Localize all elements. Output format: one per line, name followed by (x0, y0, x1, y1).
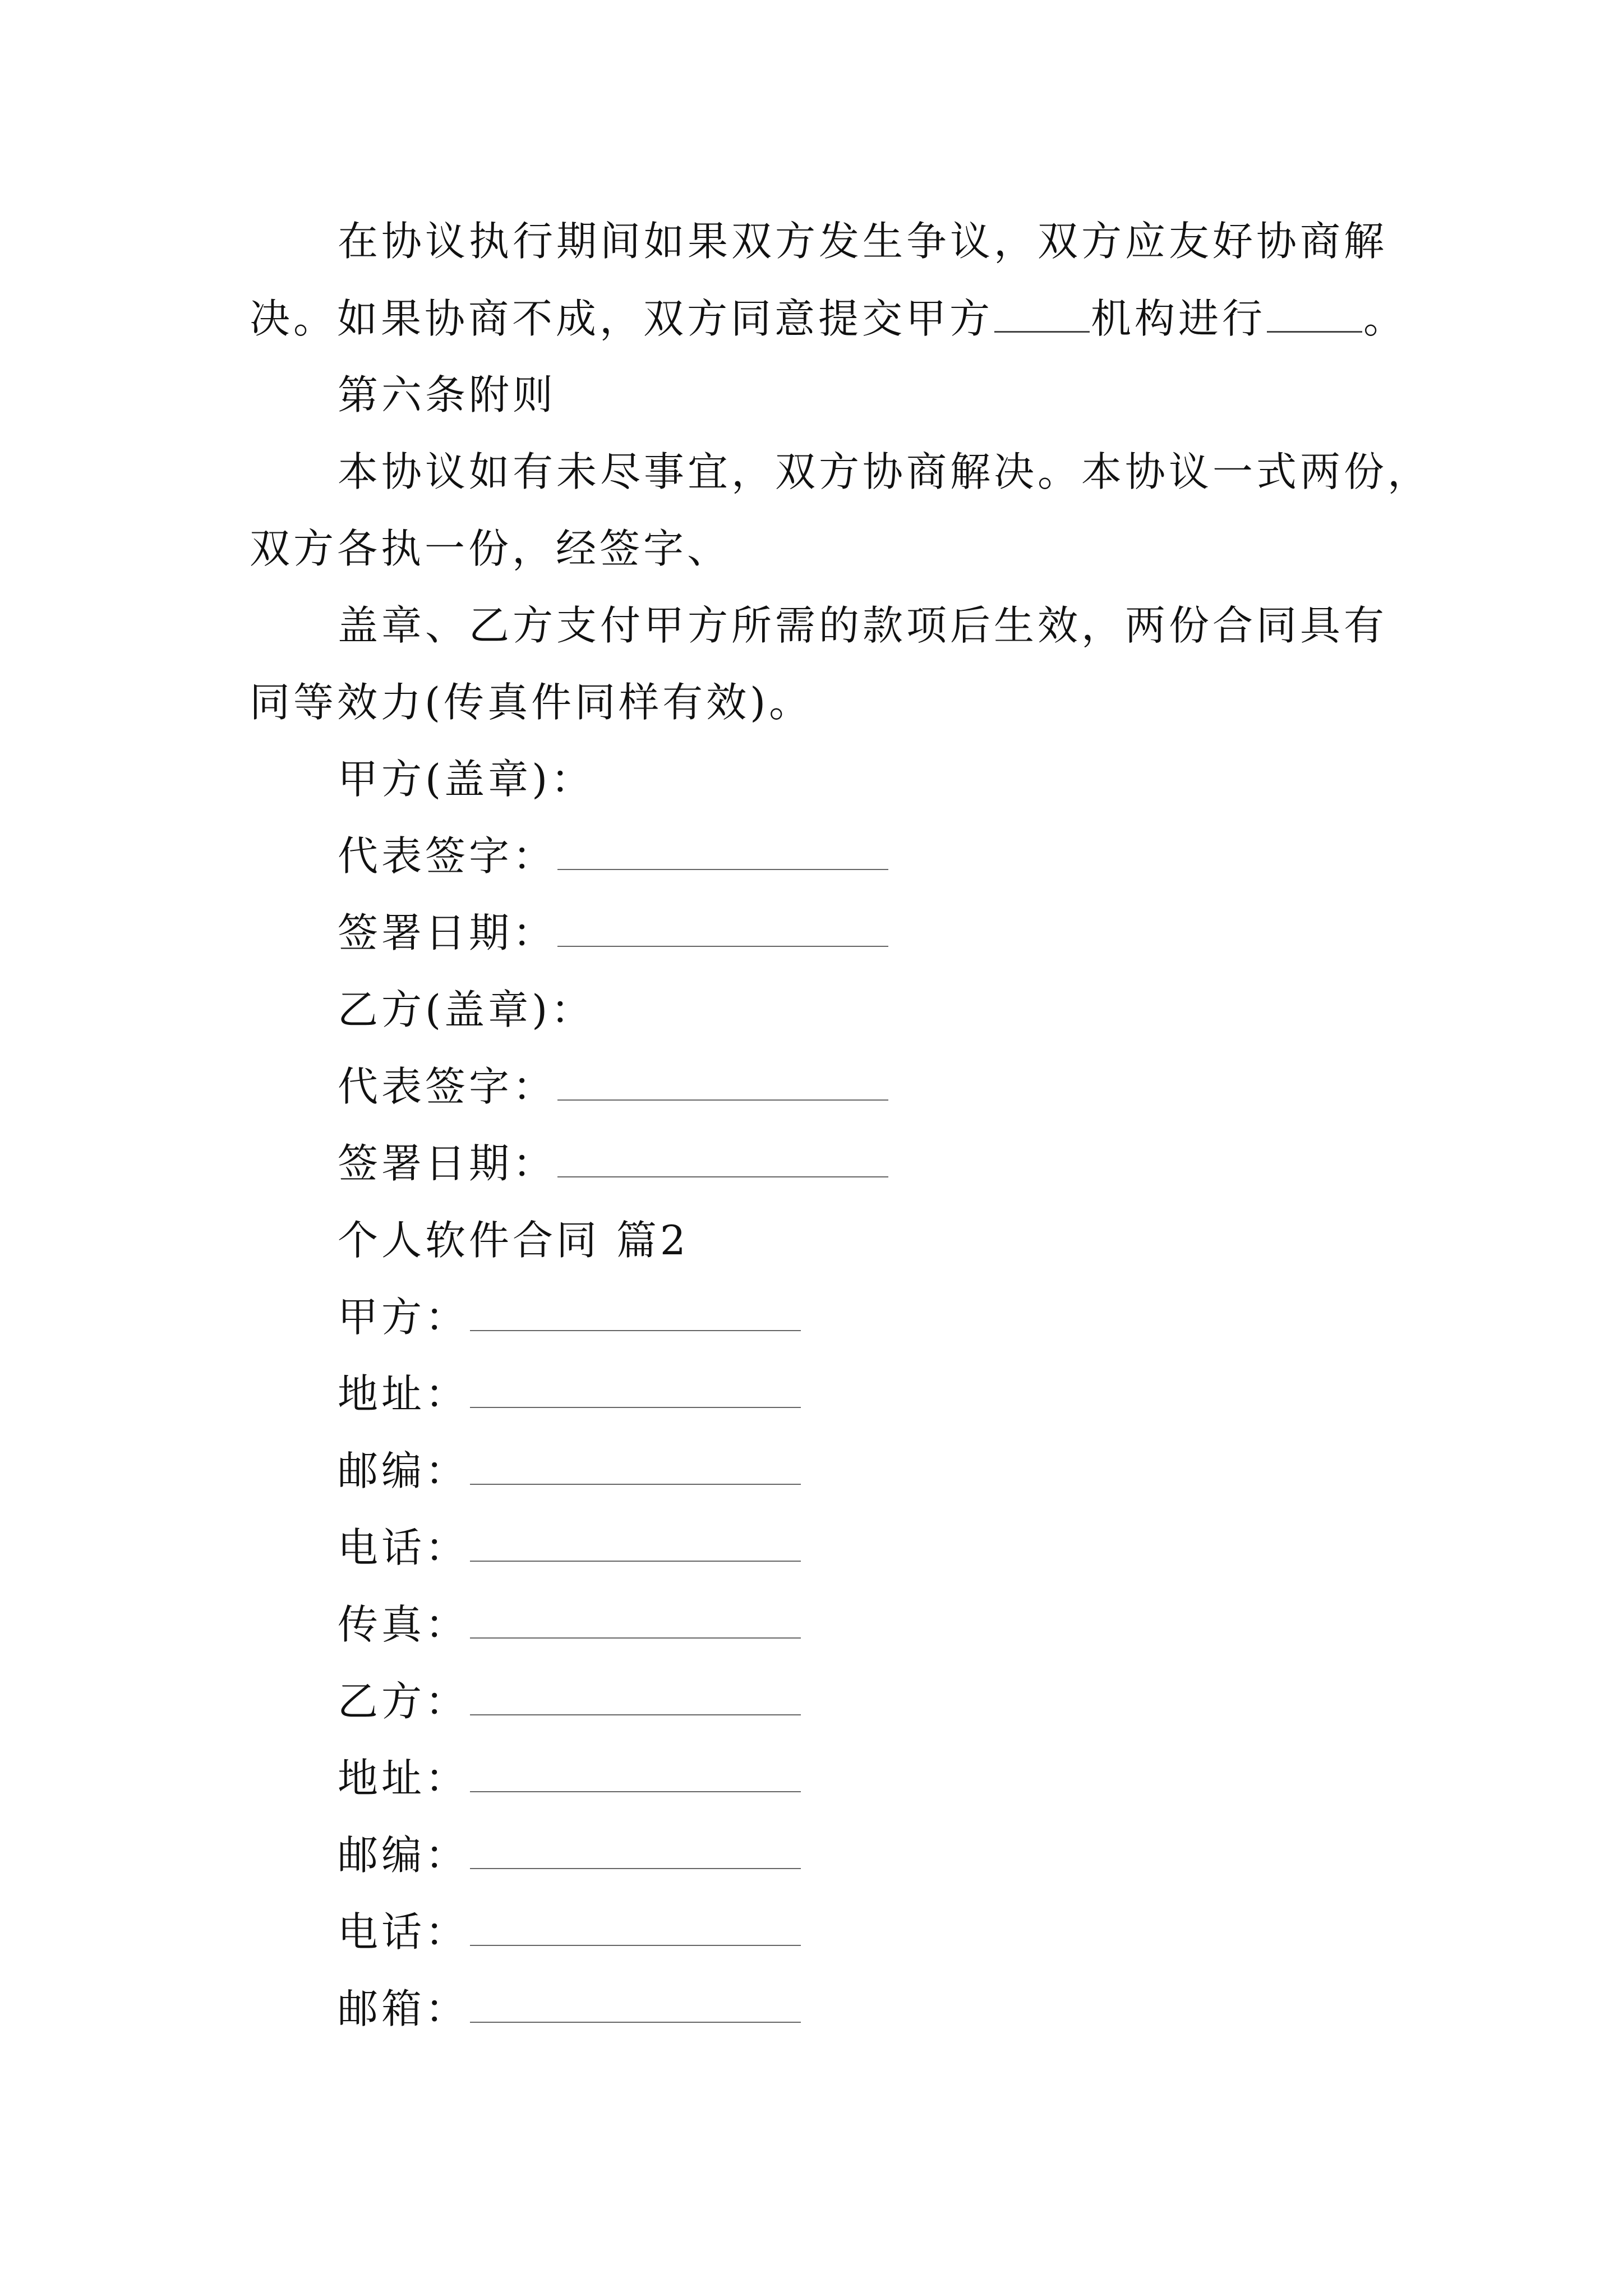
misc-paragraph-line-1 (338, 445, 1431, 499)
email-blank (470, 2016, 801, 2023)
field-label: 甲方： (338, 1294, 469, 1341)
contract2-address-b-line (338, 1751, 802, 1805)
article-6-heading (338, 368, 556, 422)
paragraph-text: 同等效力(传真件同样有效)。 (250, 679, 813, 726)
field-label: 地址： (338, 1370, 469, 1418)
field-label: 乙方： (338, 1678, 469, 1725)
contract2-party-a-line (338, 1290, 802, 1344)
field-label: 传真： (338, 1601, 469, 1648)
field-label: 电话： (338, 1524, 469, 1571)
date-blank (557, 1171, 888, 1177)
signature-blank (557, 1094, 888, 1101)
dispute-paragraph-line-2 (250, 292, 1407, 346)
contract2-email-b-line (338, 1982, 802, 2036)
misc-paragraph-line-3 (338, 599, 1387, 652)
misc-paragraph-line-4 (250, 675, 813, 729)
contract2-address-a-line (338, 1367, 802, 1421)
paragraph-text: 盖章、乙方支付甲方所需的款项后生效，两份合同具有 (338, 602, 1388, 649)
phone-blank (470, 1939, 801, 1946)
section-title-text: 个人软件合同 篇2 (338, 1217, 689, 1264)
contract2-fax-a-line (338, 1598, 802, 1651)
party-b-blank (470, 1709, 801, 1715)
fax-blank (470, 1632, 801, 1639)
misc-paragraph-line-2 (250, 522, 731, 576)
blank-institution (994, 325, 1090, 333)
date-blank (557, 940, 888, 947)
field-label: 电话： (338, 1908, 469, 1955)
paragraph-text: 在协议执行期间如果双方发生争议，双方应友好协商解 (338, 218, 1388, 265)
contract2-phone-b-line (338, 1905, 802, 1959)
party-a-blank (470, 1324, 801, 1331)
party-b-rep-line (338, 1060, 889, 1114)
contract2-phone-a-line (338, 1521, 802, 1575)
field-label: 乙方(盖章)： (338, 986, 595, 1033)
paragraph-text: 决。如果协商不成，双方同意提交甲方 (250, 295, 994, 342)
party-b-seal-line (338, 983, 594, 1037)
field-label: 代表签字： (338, 832, 557, 880)
contract2-postcode-a-line (338, 1444, 802, 1498)
heading-text: 第六条附则 (338, 371, 557, 418)
paragraph-text: 。 (1363, 295, 1408, 342)
dispute-paragraph-line-1 (338, 214, 1387, 268)
paragraph-text: 本协议如有未尽事宜，双方协商解决。本协议一式两份， (338, 448, 1432, 495)
party-a-rep-line (338, 829, 889, 883)
field-label: 代表签字： (338, 1063, 557, 1110)
phone-blank (470, 1555, 801, 1562)
address-blank (470, 1401, 801, 1408)
field-label: 签署日期： (338, 1140, 557, 1187)
field-label: 邮箱： (338, 1985, 469, 2032)
blank-procedure (1267, 325, 1362, 333)
signature-blank (557, 863, 888, 870)
field-label: 地址： (338, 1755, 469, 1802)
party-b-date-line (338, 1137, 889, 1190)
paragraph-text: 机构进行 (1091, 295, 1266, 342)
field-label: 邮编： (338, 1447, 469, 1494)
postcode-blank (470, 1478, 801, 1485)
contract2-postcode-b-line (338, 1828, 802, 1882)
field-label: 邮编： (338, 1832, 469, 1879)
party-a-seal-line (338, 752, 594, 806)
party-a-date-line (338, 906, 889, 960)
postcode-blank (470, 1862, 801, 1869)
address-blank (470, 1786, 801, 1792)
field-label: 签署日期： (338, 909, 557, 956)
section-2-title (338, 1213, 689, 1267)
paragraph-text: 双方各执一份，经签字、 (250, 525, 731, 572)
contract2-party-b-line (338, 1674, 802, 1728)
field-label: 甲方(盖章)： (338, 756, 595, 803)
